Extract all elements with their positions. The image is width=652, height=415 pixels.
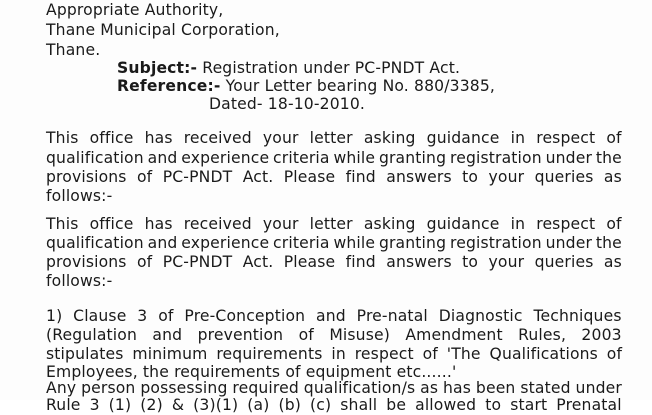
paragraph-1-line-1: This office has received your letter asking guidance in respect of bbox=[46, 129, 622, 147]
reference-line bbox=[117, 76, 495, 96]
paragraph-1-line-4: follows:- bbox=[46, 187, 113, 205]
paragraph-2-line-3: provisions of PC-PNDT Act. Please find answers to your queries as bbox=[46, 253, 622, 271]
address-line-3: Thane. bbox=[46, 41, 101, 59]
paragraph-3-line-5: Any person possessing required qualification/s as has been stated under bbox=[46, 379, 622, 397]
subject-line bbox=[117, 58, 460, 78]
paragraph-3-line-2: (Regulation and prevention of Misuse) Amendment Rules, 2003 bbox=[46, 326, 622, 344]
subject-text: Registration under PC-PNDT Act. bbox=[197, 59, 461, 77]
address-line-2: Thane Municipal Corporation, bbox=[46, 21, 280, 39]
reference-label: Reference:- bbox=[117, 77, 221, 95]
paragraph-3-line-1: 1) Clause 3 of Pre-Conception and Pre-natal Diagnostic Techniques bbox=[46, 307, 622, 325]
paragraph-3-line-3: stipulates minimum requirements in respect of 'The Qualifications of bbox=[46, 345, 623, 363]
reference-text: Your Letter bearing No. 880/3385, bbox=[220, 77, 496, 95]
paragraph-3-line-4: Employees, the requirements of equipment etc......' bbox=[46, 363, 457, 381]
reference-dated: Dated- 18-10-2010. bbox=[209, 95, 366, 113]
subject-label: Subject:- bbox=[117, 59, 198, 77]
paragraph-2-line-2: qualification and experience criteria while granting registration under the bbox=[46, 234, 622, 252]
address-line-1: Appropriate Authority, bbox=[46, 1, 224, 19]
paragraph-2-line-4: follows:- bbox=[46, 272, 113, 290]
paragraph-1-line-3: provisions of PC-PNDT Act. Please find answers to your queries as bbox=[46, 168, 622, 186]
paragraph-2-line-1: This office has received your letter asking guidance in respect of bbox=[46, 215, 622, 233]
paragraph-1-line-2: qualification and experience criteria while granting registration under the bbox=[46, 149, 622, 167]
paragraph-3-line-6: Rule 3 (1) (2) & (3)(1) (a) (b) (c) shall be allowed to start Prenatal bbox=[46, 396, 622, 414]
